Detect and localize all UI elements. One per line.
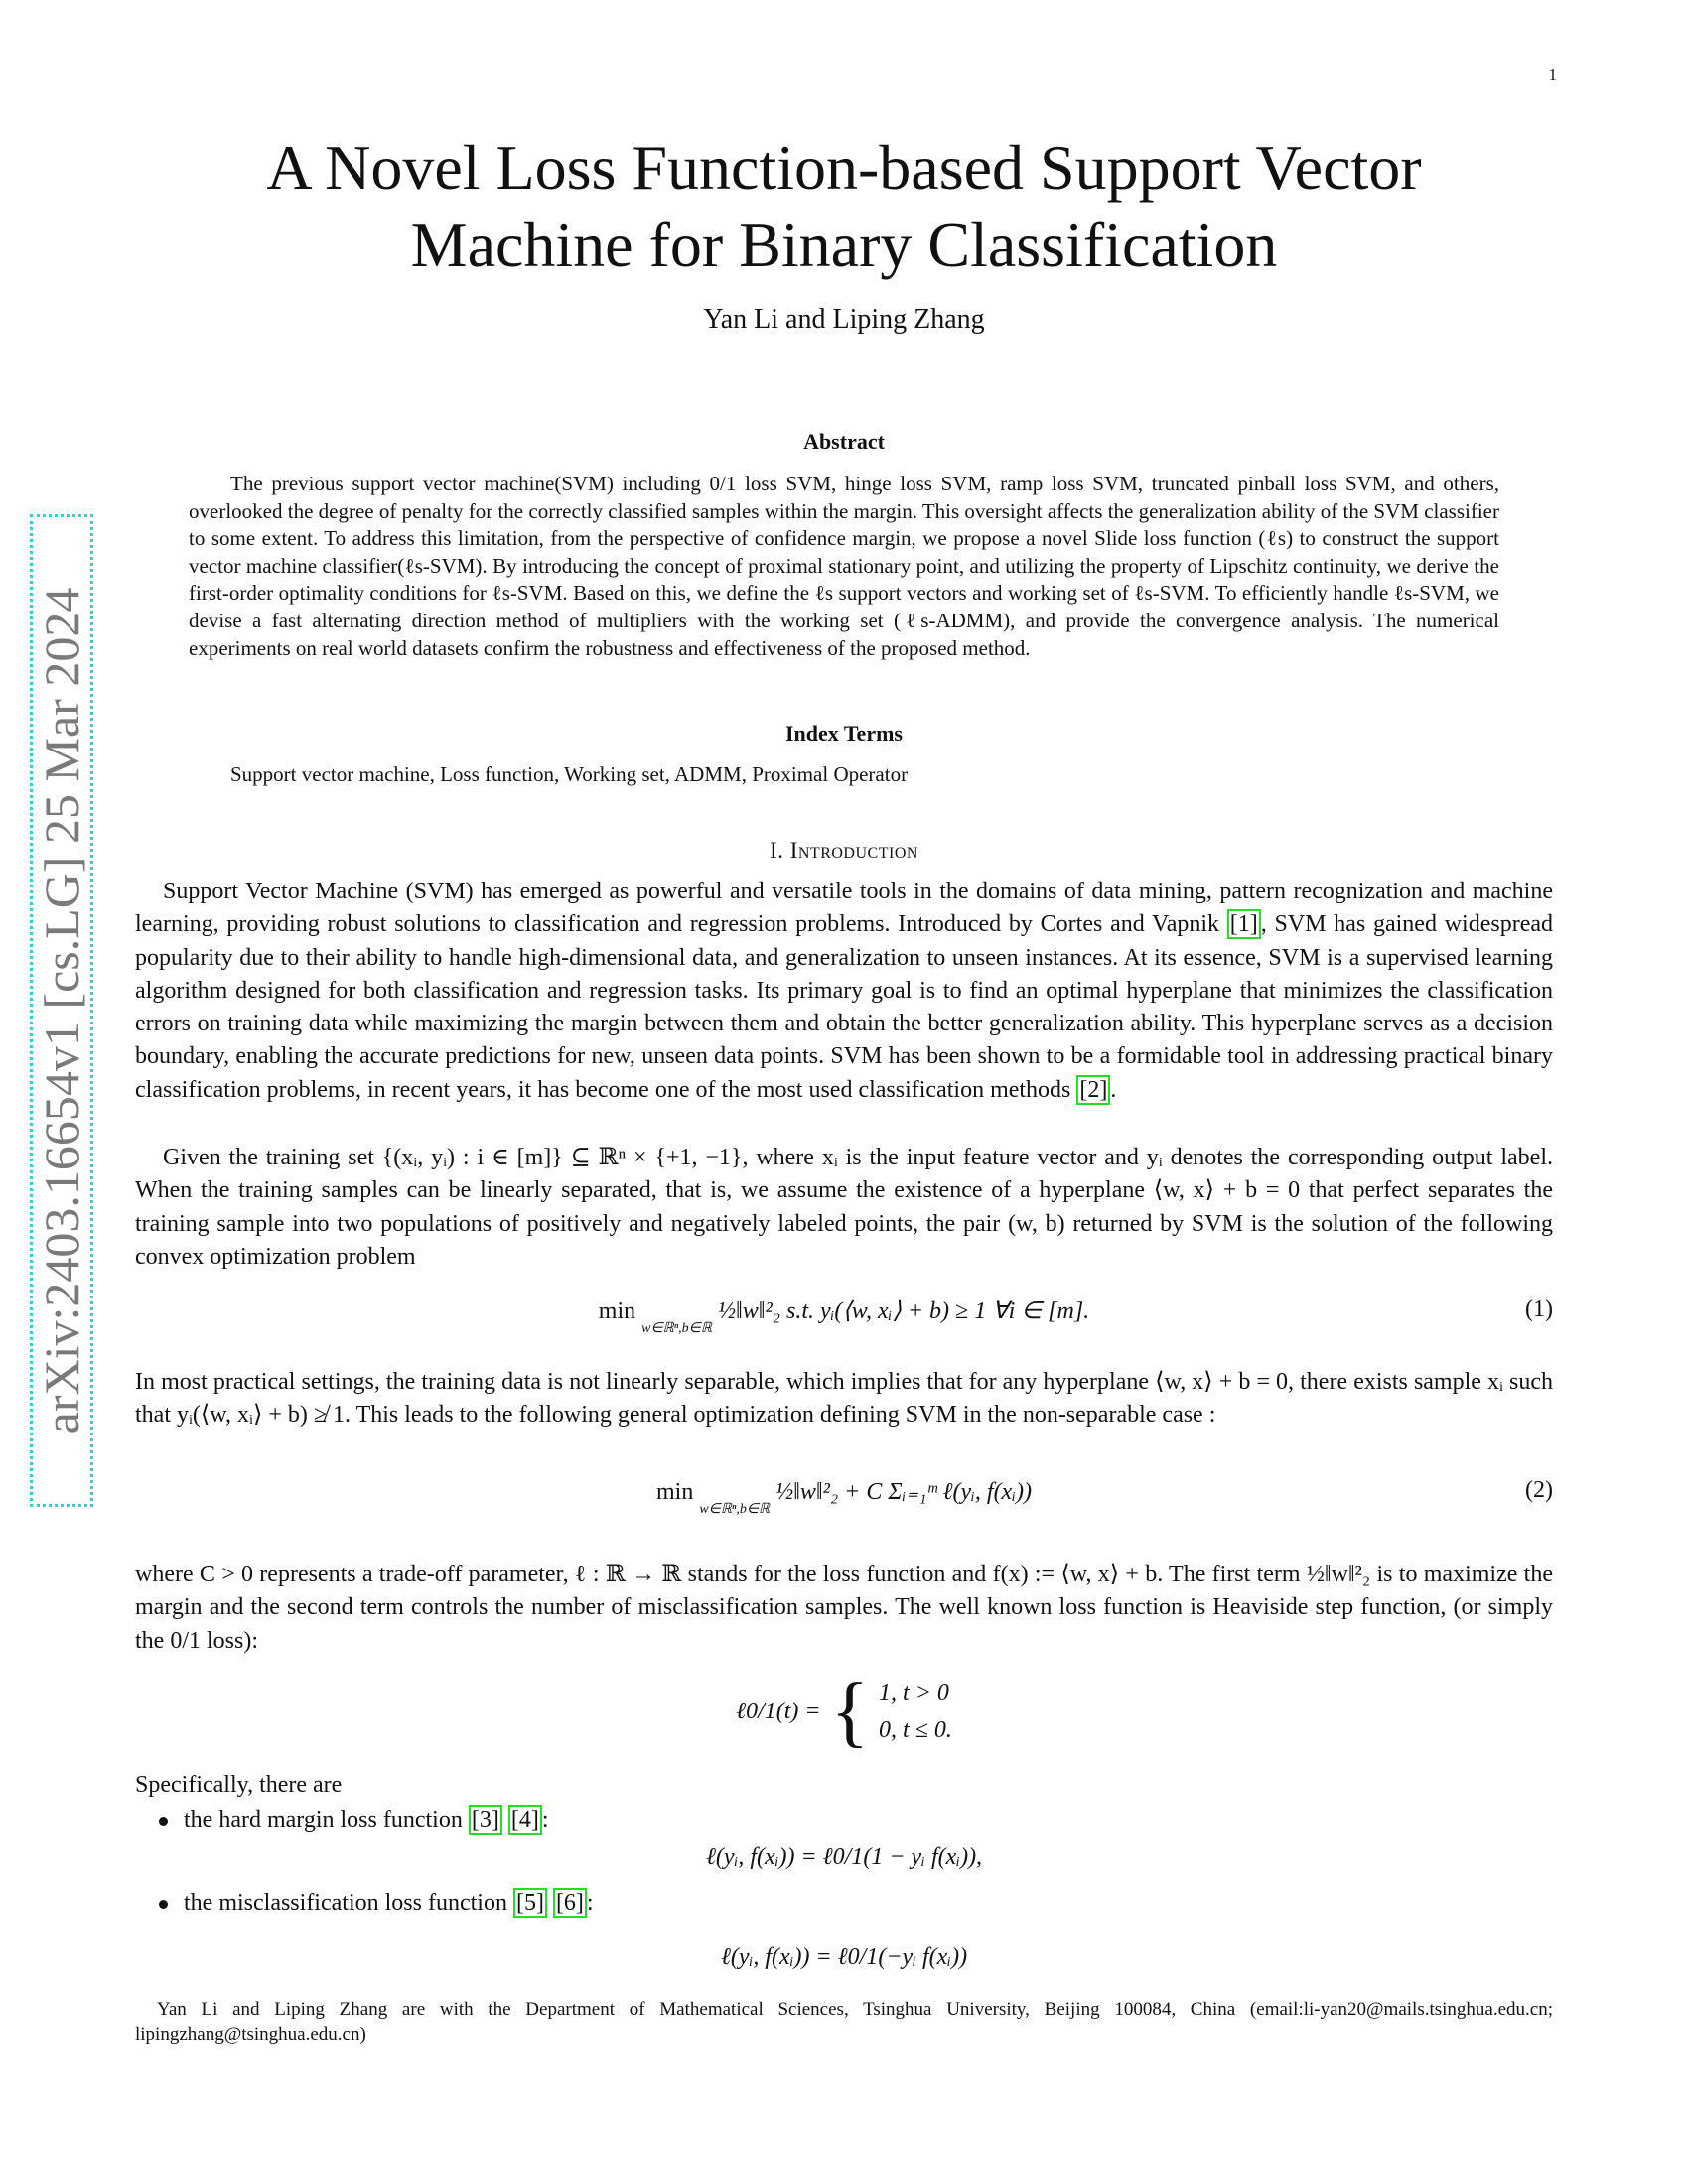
citation-link-1[interactable]: [1] — [1227, 909, 1261, 939]
abstract-heading: Abstract — [803, 429, 885, 454]
bullet-icon — [159, 1900, 168, 1909]
page-number: 1 — [1548, 66, 1557, 84]
arxiv-identifier: arXiv:2403.16654v1 [cs.LG] 25 Mar 2024 — [34, 587, 89, 1434]
authors: Yan Li and Liping Zhang — [703, 304, 985, 335]
equation-hard-margin: ℓ(yᵢ, f(xᵢ)) = ℓ0/1(1 − yᵢ f(xᵢ)), — [705, 1844, 983, 1870]
paper-title — [0, 129, 1688, 284]
equation-2: min $_{w\in ℝ^n,b\in ℝ}$ ½‖w‖²₂ + C Σᵢ₌₁ᵐ ℓ(yᵢ, f(xᵢ)) (2) — [655, 1477, 1553, 1517]
author-affiliation-footnote: Yan Li and Liping Zhang are with the Department of Mathematical Sciences, Tsinghua University, Beijing 100084, China (email:li-yan20@mails.tsinghua.edu.cn; lipingzhang@tsinghua.edu.cn) — [135, 1999, 1553, 2045]
bullet-item-misclassification: the misclassification loss function [5] [6] : — [159, 1890, 594, 1917]
intro-paragraph-5: Specifically, there are — [135, 1772, 343, 1798]
intro-paragraph-3: In most practical settings, the training data is not linearly separable, which implies that for any hyperplane ⟨w, x⟩ + b = 0, there exists sample xᵢ such that yᵢ(⟨w, xᵢ⟩ + b) ≱ 1. This leads to the following general optimization defining SVM in the non-separable case : — [135, 1369, 1553, 1429]
title-line-1: A Novel Loss Function-based Support Vector — [266, 132, 1422, 203]
citation-link-5[interactable]: [5] — [513, 1888, 547, 1918]
bullet-item-hard-margin: the hard margin loss function [3] [4] : — [159, 1807, 548, 1834]
section-numeral: I. — [770, 838, 790, 863]
equation-number-1: (1) — [1525, 1297, 1553, 1322]
equation-misclassification: ℓ(yᵢ, f(xᵢ)) = ℓ0/1(−yᵢ f(xᵢ)) — [720, 1944, 968, 1970]
section-heading-introduction — [0, 838, 1688, 864]
index-terms-heading: Index Terms — [785, 721, 903, 746]
citation-link-6[interactable]: [6] — [553, 1888, 587, 1918]
abstract-body: The previous support vector machine(SVM) including 0/1 loss SVM, hinge loss SVM, ramp loss SVM, truncated pinball loss SVM, and others, overlooked the degree of penalty for the correctly classified samples within the margin. This oversight affects the generalization ability of the SVM classifier to some extent. To address this limitation, from the perspective of confidence margin, we propose a novel Slide loss function (ℓs) to construct the support vector machine classifier(ℓs-SVM). By introducing the concept of proximal stationary point, and utilizing the property of Lipschitz continuity, we derive the first-order optimality conditions for ℓs-SVM. Based on this, we define the ℓs support vectors and working set of ℓs-SVM. To efficiently handle ℓs-SVM, we devise a fast alternating direction method of multipliers with the working set (ℓs-ADMM), and provide the convergence analysis. The numerical experiments on real world datasets confirm the robustness and effectiveness of the proposed method. — [189, 472, 1499, 660]
citation-link-2[interactable]: [2] — [1076, 1075, 1110, 1105]
section-title: Introduction — [789, 838, 918, 863]
equation-heaviside: ℓ0/1(t) = { 1, t > 0 0, t ≤ 0. — [736, 1668, 952, 1755]
intro-paragraph-4: where C > 0 represents a trade-off parameter, ℓ : ℝ → ℝ stands for the loss function and f(x) := ⟨w, x⟩ + b. The first term ½‖w‖²₂ is to maximize the margin and the second term controls the number of misclassification samples. The well known loss function is Heaviside step function, (or simply the 0/1 loss): — [135, 1562, 1553, 1654]
intro-paragraph-1: Support Vector Machine (SVM) has emerged as powerful and versatile tools in the domains of data mining, pattern recognization and machine learning, providing robust solutions to classification and regression problems. Introduced by Cortes and Vapnik [1] , SVM has gained widespread popularity due to their ability to handle high-dimensional data, and generalization to unseen instances. At its essence, SVM is a supervised learning algorithm designed for both classification and regression tasks. Its primary goal is to find an optimal hyperplane that minimizes the classification errors on training data while maximizing the margin between them and obtain the better generalization ability. This hyperplane serves as a decision boundary, enabling the accurate predictions for new, unseen data points. SVM has been shown to be a formidable tool in addressing practical binary classification problems, in recent years, it has become one of the most used classification methods [2] . — [135, 879, 1553, 1103]
brace-icon: { — [830, 1668, 870, 1755]
title-line-2: Machine for Binary Classification — [410, 209, 1278, 280]
citation-link-4[interactable]: [4] — [508, 1805, 542, 1835]
bullet-icon — [159, 1817, 168, 1826]
equation-1: min $_{w\in ℝ^n,b\in ℝ}$ ½‖w‖²₂ s.t. yᵢ(⟨w, xᵢ⟩ + b) ≥ 1 ∀i ∈ [m]. (1) — [598, 1297, 1553, 1336]
equation-number-2: (2) — [1525, 1477, 1553, 1503]
intro-paragraph-2: Given the training set {(xᵢ, yᵢ) : i ∈ [m]} ⊆ ℝⁿ × {+1, −1}, where xᵢ is the input feature vector and yᵢ denotes the corresponding output label. When the training samples can be linearly separated, that is, we assume the existence of a hyperplane ⟨w, x⟩ + b = 0 that perfect separates the training sample into two populations of positively and negatively labeled points, the pair (w, b) returned by SVM is the solution of the following convex optimization problem — [135, 1145, 1553, 1270]
index-terms-body: Support vector machine, Loss function, Working set, ADMM, Proximal Operator — [230, 762, 909, 786]
citation-link-3[interactable]: [3] — [469, 1805, 502, 1835]
arxiv-stamp[interactable] — [30, 514, 93, 1507]
